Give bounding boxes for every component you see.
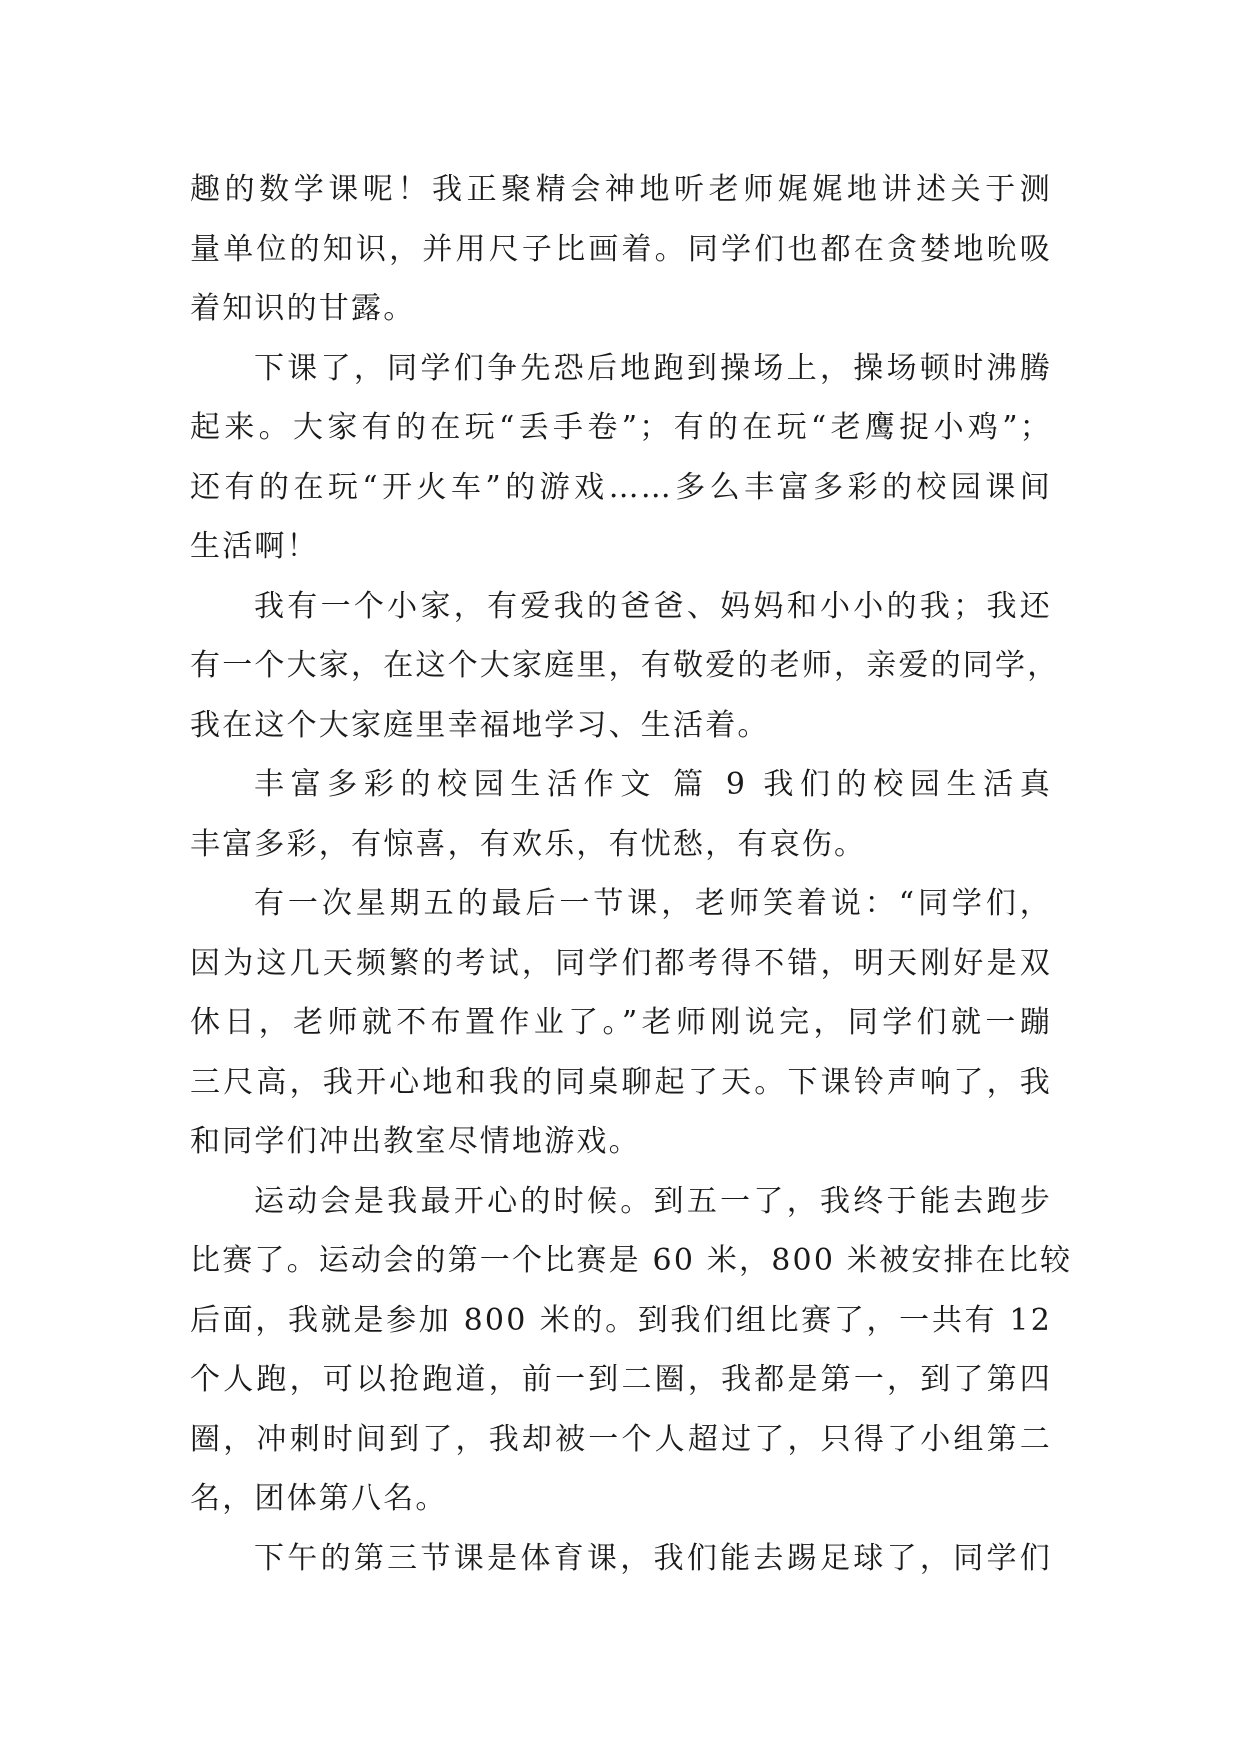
text-line: 和同学们冲出教室尽情地游戏。	[190, 1124, 641, 1159]
text-line: 趣的数学课呢！我正聚精会神地听老师娓娓地讲述关于测	[190, 172, 1052, 207]
document-body	[190, 160, 1073, 1588]
text-line: 个人跑，可以抢跑道，前一到二圈，我都是第一，到了第四	[190, 1362, 1052, 1397]
text-line: 名，团体第八名。	[190, 1481, 448, 1516]
text-line: 着知识的甘露。	[190, 291, 416, 326]
text-line: 比赛了。运动会的第一个比赛是 60 米，800 米被安排在比较	[190, 1243, 1073, 1278]
text-line: 因为这几天频繁的考试，同学们都考得不错，明天刚好是双	[190, 945, 1052, 981]
text-line: 丰富多彩，有惊喜，有欢乐，有忧愁，有哀伤。	[190, 826, 867, 862]
text-line: 起来。大家有的在玩“丢手卷”；有的在玩“老鹰捉小鸡”；	[190, 410, 1052, 445]
text-line: 我在这个大家庭里幸福地学习、生活着。	[190, 707, 770, 743]
text-line: 有一次星期五的最后一节课，老师笑着说：“同学们，	[254, 886, 1052, 921]
text-line: 量单位的知识，并用尺子比画着。同学们也都在贪婪地吮吸	[190, 231, 1052, 267]
text-line: 下课了，同学们争先恐后地跑到操场上，操场顿时沸腾	[254, 350, 1052, 386]
text-line: 圈，冲刺时间到了，我却被一个人超过了，只得了小组第二	[190, 1421, 1052, 1457]
text-line: 有一个大家，在这个大家庭里，有敬爱的老师，亲爱的同学，	[190, 648, 1060, 683]
text-line: 下午的第三节课是体育课，我们能去踢足球了，同学们	[254, 1540, 1052, 1576]
text-line: 后面，我就是参加 800 米的。到我们组比赛了，一共有 12	[190, 1302, 1052, 1338]
text-line: 丰富多彩的校园生活作文 篇 9 我们的校园生活真	[254, 767, 1052, 802]
text-line: 我有一个小家，有爱我的爸爸、妈妈和小小的我；我还	[254, 588, 1052, 624]
text-line: 还有的在玩“开火车”的游戏……多么丰富多彩的校园课间	[190, 469, 1052, 505]
text-line: 生活啊！	[190, 529, 319, 564]
text-line: 休日，老师就不布置作业了。”老师刚说完，同学们就一蹦	[190, 1005, 1052, 1040]
text-line: 三尺高，我开心地和我的同桌聊起了天。下课铃声响了，我	[190, 1064, 1052, 1100]
text-line: 运动会是我最开心的时候。到五一了，我终于能去跑步	[254, 1183, 1052, 1219]
